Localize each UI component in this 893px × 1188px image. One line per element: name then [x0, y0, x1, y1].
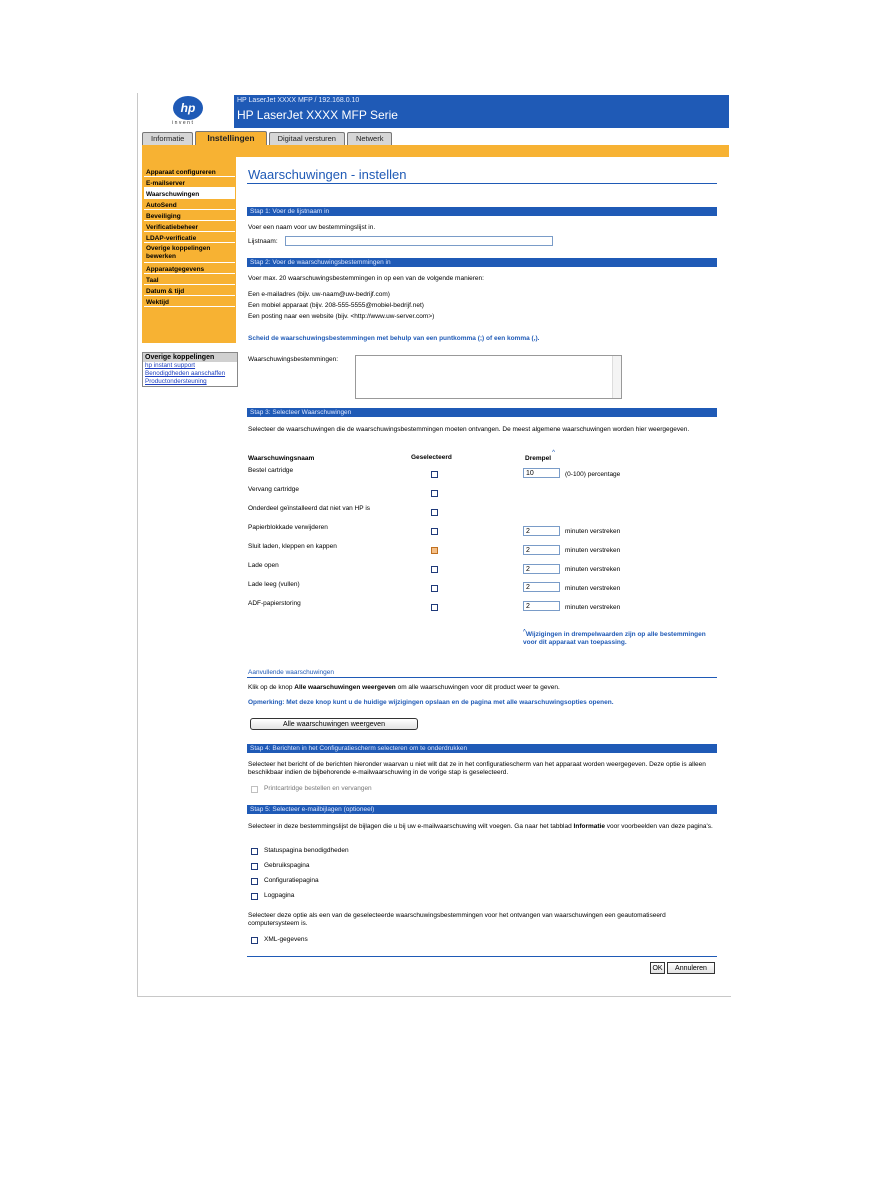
- threshold-unit: minuten verstreken: [565, 604, 621, 611]
- alert-checkbox[interactable]: [431, 490, 438, 497]
- additional-alerts-note: Opmerking: Met deze knop kunt u de huidige wijzigingen opslaan en de pagina met alle waarschuwingsopties openen.: [248, 699, 614, 706]
- hp-logo-mark: hp: [173, 96, 203, 120]
- hp-logo-invent: invent: [172, 120, 195, 126]
- alert-checkbox[interactable]: [431, 585, 438, 592]
- step5-text-pre: Selecteer in deze bestemmingslijst de bijlagen die u bij uw e-mailwaarschuwing wilt voegen. Ga naar het tabblad: [248, 823, 574, 830]
- attachment-label: Configuratiepagina: [264, 877, 319, 884]
- tab-informatie[interactable]: Informatie: [142, 132, 193, 145]
- attachment-checkbox[interactable]: [251, 848, 258, 855]
- alert-checkbox[interactable]: [431, 509, 438, 516]
- attachment-label: Logpagina: [264, 892, 295, 899]
- hp-logo: [142, 95, 234, 128]
- tab-netwerk[interactable]: Netwerk: [347, 132, 393, 145]
- step5-text-post: voor voorbeelden van deze pagina's.: [604, 823, 713, 830]
- additional-text-bold: Alle waarschuwingen weergeven: [294, 684, 396, 691]
- sidebar-item-apparaat-configureren[interactable]: Apparaat configureren: [144, 166, 235, 177]
- tab-bar: [142, 132, 392, 145]
- link-benodigdheden[interactable]: Benodigdheden aanschaffen: [145, 370, 226, 377]
- listname-input[interactable]: [285, 236, 553, 246]
- alert-name: Sluit laden, kleppen en kappen: [248, 543, 337, 550]
- attachment-label: Statuspagina benodigdheden: [264, 847, 349, 854]
- threshold-unit: (0-100) percentage: [565, 471, 621, 478]
- sidebar-item-ldap-verificatie[interactable]: LDAP-verificatie: [144, 232, 235, 243]
- footer-divider: [247, 956, 717, 957]
- page-title: Waarschuwingen - instellen: [248, 167, 407, 182]
- threshold-unit: minuten verstreken: [565, 566, 621, 573]
- col-selected: Geselecteerd: [411, 454, 452, 461]
- alert-name: ADF-papierstoring: [248, 600, 301, 607]
- xml-label: XML-gegevens: [264, 936, 308, 943]
- additional-alerts-heading: Aanvullende waarschuwingen: [248, 669, 335, 676]
- step2-example-website: Een posting naar een website (bijv. <http://www.uw-server.com>): [248, 313, 435, 320]
- sidebar-item-waarschuwingen[interactable]: Waarschuwingen: [144, 188, 235, 199]
- step1-header: Stap 1: Voer de lijstnaam in: [247, 207, 717, 216]
- cancel-button[interactable]: Annuleren: [667, 962, 715, 974]
- alert-checkbox[interactable]: [431, 547, 438, 554]
- additional-text-post: om alle waarschuwingen voor dit product weer te geven.: [395, 684, 560, 691]
- textarea-scrollbar[interactable]: [612, 356, 621, 398]
- threshold-input[interactable]: [523, 468, 560, 478]
- xml-explanation: Selecteer deze optie als een van de geselecteerde waarschuwingsbestemmingen voor het ontvangen van waarschuwingen een geautomatiseerd computersysteem is.: [248, 912, 666, 927]
- threshold-input[interactable]: [523, 526, 560, 536]
- step3-intro: Selecteer de waarschuwingen die de waarschuwingsbestemmingen moeten ontvangen. De meest algemene waarschuwingen worden hier weergegeven.: [248, 426, 690, 433]
- device-title: HP LaserJet XXXX MFP Serie: [237, 108, 398, 122]
- step5-header: Stap 5: Selecteer e-mailbijlagen (optioneel): [247, 805, 717, 814]
- other-links-box: [142, 352, 238, 387]
- destinations-label: Waarschuwingsbestemmingen:: [248, 356, 339, 363]
- destinations-textarea[interactable]: [355, 355, 622, 399]
- show-all-alerts-button[interactable]: Alle waarschuwingen weergeven: [250, 718, 418, 730]
- suppress-option-label: Printcartridge bestellen en vervangen: [264, 785, 372, 792]
- alert-checkbox[interactable]: [431, 471, 438, 478]
- sidebar-item-verificatiebeheer[interactable]: Verificatiebeheer: [144, 221, 235, 232]
- threshold-input[interactable]: [523, 545, 560, 555]
- device-address: HP LaserJet XXXX MFP / 192.168.0.10: [237, 97, 360, 104]
- threshold-footnote: [523, 628, 708, 647]
- xml-checkbox[interactable]: [251, 937, 258, 944]
- step3-header: Stap 3: Selecteer Waarschuwingen: [247, 408, 717, 417]
- alert-name: Papierblokkade verwijderen: [248, 524, 328, 531]
- step5-text-bold: Informatie: [573, 823, 605, 830]
- attachment-checkbox[interactable]: [251, 863, 258, 870]
- col-threshold: Drempel: [525, 455, 552, 462]
- threshold-input[interactable]: [523, 582, 560, 592]
- alert-name: Bestel cartridge: [248, 467, 294, 474]
- sidebar-item-taal[interactable]: Taal: [144, 274, 235, 285]
- threshold-caret: ^: [552, 449, 556, 456]
- sidebar-item-wektijd[interactable]: Wektijd: [144, 296, 235, 307]
- sidebar-item-e-mailserver[interactable]: E-mailserver: [144, 177, 235, 188]
- step2-separator-note: Scheid de waarschuwingsbestemmingen met behulp van een puntkomma (;) of een komma (,).: [248, 335, 540, 342]
- step2-example-email: Een e-mailadres (bijv. uw-naam@uw-bedrijf.com): [248, 291, 390, 298]
- sidebar-item-datum-tijd[interactable]: Datum & tijd: [144, 285, 235, 296]
- threshold-input[interactable]: [523, 601, 560, 611]
- attachment-label: Gebruikspagina: [264, 862, 310, 869]
- step1-instruction: Voer een naam voor uw bestemmingslijst in.: [248, 224, 376, 231]
- additional-text-pre: Klik op de knop: [248, 684, 295, 691]
- sidebar-nav: [144, 166, 235, 307]
- tab-digitaal-versturen[interactable]: Digitaal versturen: [269, 132, 345, 145]
- suppress-checkbox[interactable]: [251, 786, 258, 793]
- alert-checkbox[interactable]: [431, 528, 438, 535]
- tab-instellingen[interactable]: Instellingen: [195, 131, 266, 145]
- footnote-text: Wijzigingen in drempelwaarden zijn op alle bestemmingen voor dit apparaat van toepassing.: [523, 631, 706, 647]
- alert-name: Onderdeel geïnstalleerd dat niet van HP is: [248, 505, 371, 512]
- step5-text: [248, 823, 716, 831]
- step4-header: Stap 4: Berichten in het Configuratiescherm selecteren om te onderdrukken: [247, 744, 717, 753]
- header-bar: [234, 95, 729, 128]
- tab-underline-bar: [142, 145, 729, 157]
- other-links-heading: Overige koppelingen: [143, 353, 237, 362]
- sidebar-item-beveiliging[interactable]: Beveiliging: [144, 210, 235, 221]
- title-divider: [247, 183, 717, 184]
- alert-name: Lade leeg (vullen): [248, 581, 300, 588]
- alert-name: Vervang cartridge: [248, 486, 299, 493]
- attachment-checkbox[interactable]: [251, 893, 258, 900]
- col-alert-name: Waarschuwingsnaam: [248, 455, 315, 462]
- ok-button[interactable]: OK: [650, 962, 665, 974]
- listname-label: Lijstnaam:: [248, 238, 278, 245]
- threshold-unit: minuten verstreken: [565, 547, 621, 554]
- additional-alerts-text: [248, 684, 560, 692]
- threshold-unit: minuten verstreken: [565, 585, 621, 592]
- alert-checkbox[interactable]: [431, 604, 438, 611]
- alert-name: Lade open: [248, 562, 279, 569]
- link-hp-instant-support[interactable]: hp instant support: [145, 362, 196, 369]
- attachment-checkbox[interactable]: [251, 878, 258, 885]
- link-productondersteuning[interactable]: Productondersteuning: [145, 378, 207, 385]
- sidebar-item-apparaatgegevens[interactable]: Apparaatgegevens: [144, 263, 235, 274]
- step2-header: Stap 2: Voer de waarschuwingsbestemmingen in: [247, 258, 717, 267]
- alert-checkbox[interactable]: [431, 566, 438, 573]
- step2-example-mobile: Een mobiel apparaat (bijv. 208-555-5555@mobiel-bedrijf.net): [248, 302, 424, 309]
- threshold-unit: minuten verstreken: [565, 528, 621, 535]
- sidebar-item-overige-koppelingen[interactable]: Overige koppelingen bewerken: [144, 243, 235, 263]
- additional-divider: [247, 677, 717, 678]
- step4-text: Selecteer het bericht of de berichten hieronder waarvan u niet wilt dat ze in het configuratiescherm van het apparaat worden weergegeven. Deze optie is alleen beschikbaar indien de bijbehorende e-mailwaarschuwing in de vorige stap is geselecteerd.: [248, 761, 706, 776]
- threshold-input[interactable]: [523, 564, 560, 574]
- step2-intro: Voer max. 20 waarschuwingsbestemmingen in op een van de volgende manieren:: [248, 275, 484, 282]
- footnote-caret: ^: [523, 629, 526, 635]
- sidebar-item-autosend[interactable]: AutoSend: [144, 199, 235, 210]
